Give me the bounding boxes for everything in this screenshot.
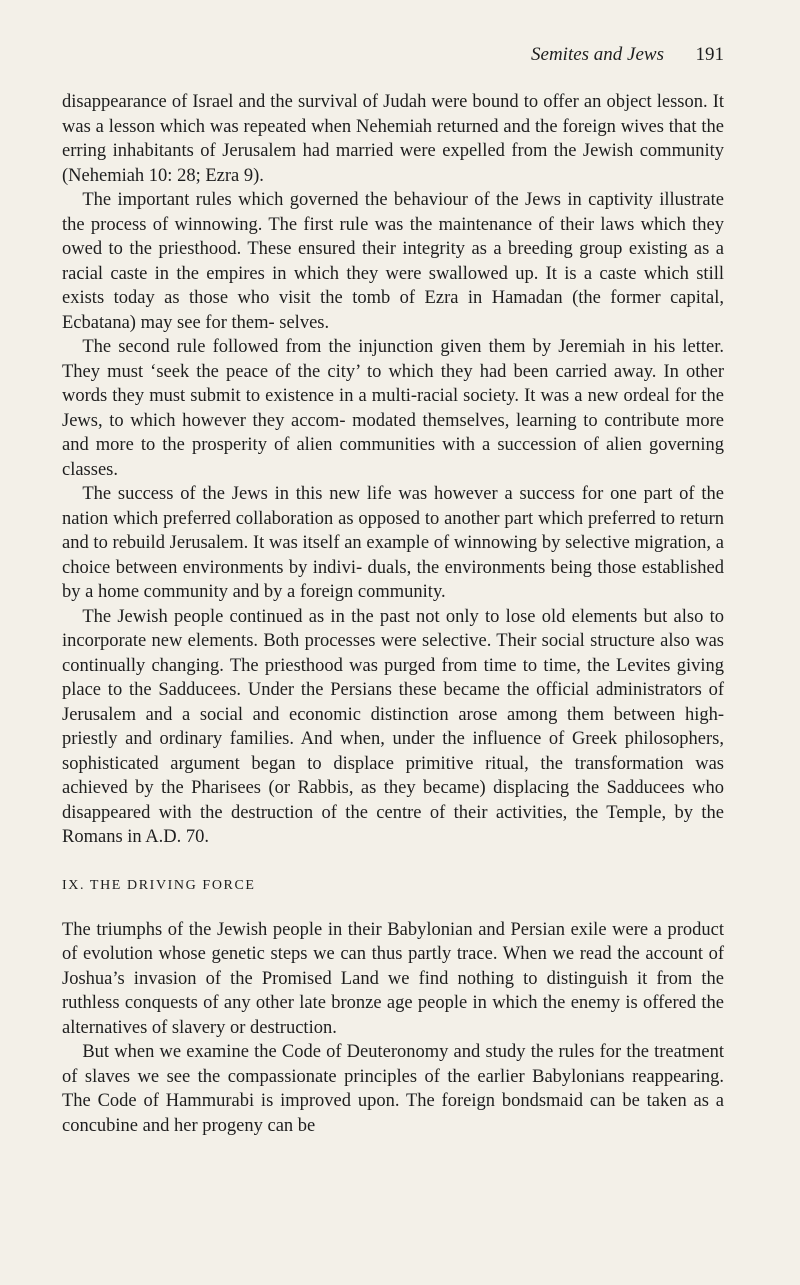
page-number: 191 (695, 44, 724, 65)
paragraph: disappearance of Israel and the survival of Judah were bound to offer an object lesson. It was a lesson which was repeated when Nehemiah returned and the foreign wives that the erring inhabitants of Jerusalem had married were expelled from the Jewish community (Nehemiah 10: 28; Ezra 9). (62, 92, 724, 186)
paragraph: But when we examine the Code of Deuteronomy and study the rules for the treatment of slaves we see the compassionate principles of the earlier Babylonians reappearing. The Code of Hammurabi is improved upon. The foreign bondsmaid can be taken as a concubine and her progeny can be (62, 1042, 724, 1136)
running-title: Semites and Jews (531, 44, 664, 65)
paragraph: The success of the Jews in this new life was however a success for one part of the nation which preferred collaboration as opposed to another part which preferred to return and to rebuild Jerusalem. It was itself an example of winnowing by selective migration, a choice between environments by indivi- duals, the environments being those established by a home community and by a foreign community. (62, 484, 724, 602)
body-text (62, 90, 724, 1138)
paragraph: The important rules which governed the behaviour of the Jews in captivity illustrate the process of winnowing. The first rule was the maintenance of their laws which they owed to the priesthood. These ensured their integrity as a breeding group existing as a racial caste in the empires in which they were swallowed up. It is a caste which still exists today as those who visit the tomb of Ezra in Hamadan (the former capital, Ecbatana) may see for them- selves. (62, 190, 724, 333)
running-head (62, 44, 724, 74)
section-heading: IX. THE DRIVING FORCE (62, 877, 256, 893)
paragraph: The Jewish people continued as in the past not only to lose old elements but also to incorporate new elements. Both processes were selective. Their social structure also was continually changing. The priesthood was purged from time to time, the Levites giving place to the Sadducees. Under the Persians these became the official administrators of Jerusalem and a social and economic distinction arose among them between high-priestly and ordinary families. And when, under the influence of Greek philosophers, sophisticated argument began to displace primitive ritual, the transformation was achieved by the Pharisees (or Rabbis, as they became) displacing the Sadducees who disappeared with the destruction of the centre of their activities, the Temple, by the Romans in A.D. 70. (62, 606, 724, 847)
paragraph: The second rule followed from the injunction given them by Jeremiah in his letter. They must ‘seek the peace of the city’ to which they had been carried away. In other words they must submit to existence in a multi-racial society. It was a new ordeal for the Jews, to which however they accom- modated themselves, learning to contribute more and more to the prosperity of alien communities with a succession of alien governing classes. (62, 337, 724, 480)
paragraph: The triumphs of the Jewish people in their Babylonian and Persian exile were a product of evolution whose genetic steps we can thus partly trace. When we read the account of Joshua’s invasion of the Promised Land we find nothing to distinguish it from the ruthless conquests of any other late bronze age people in which the enemy is offered the alternatives of slavery or destruction. (62, 919, 724, 1038)
